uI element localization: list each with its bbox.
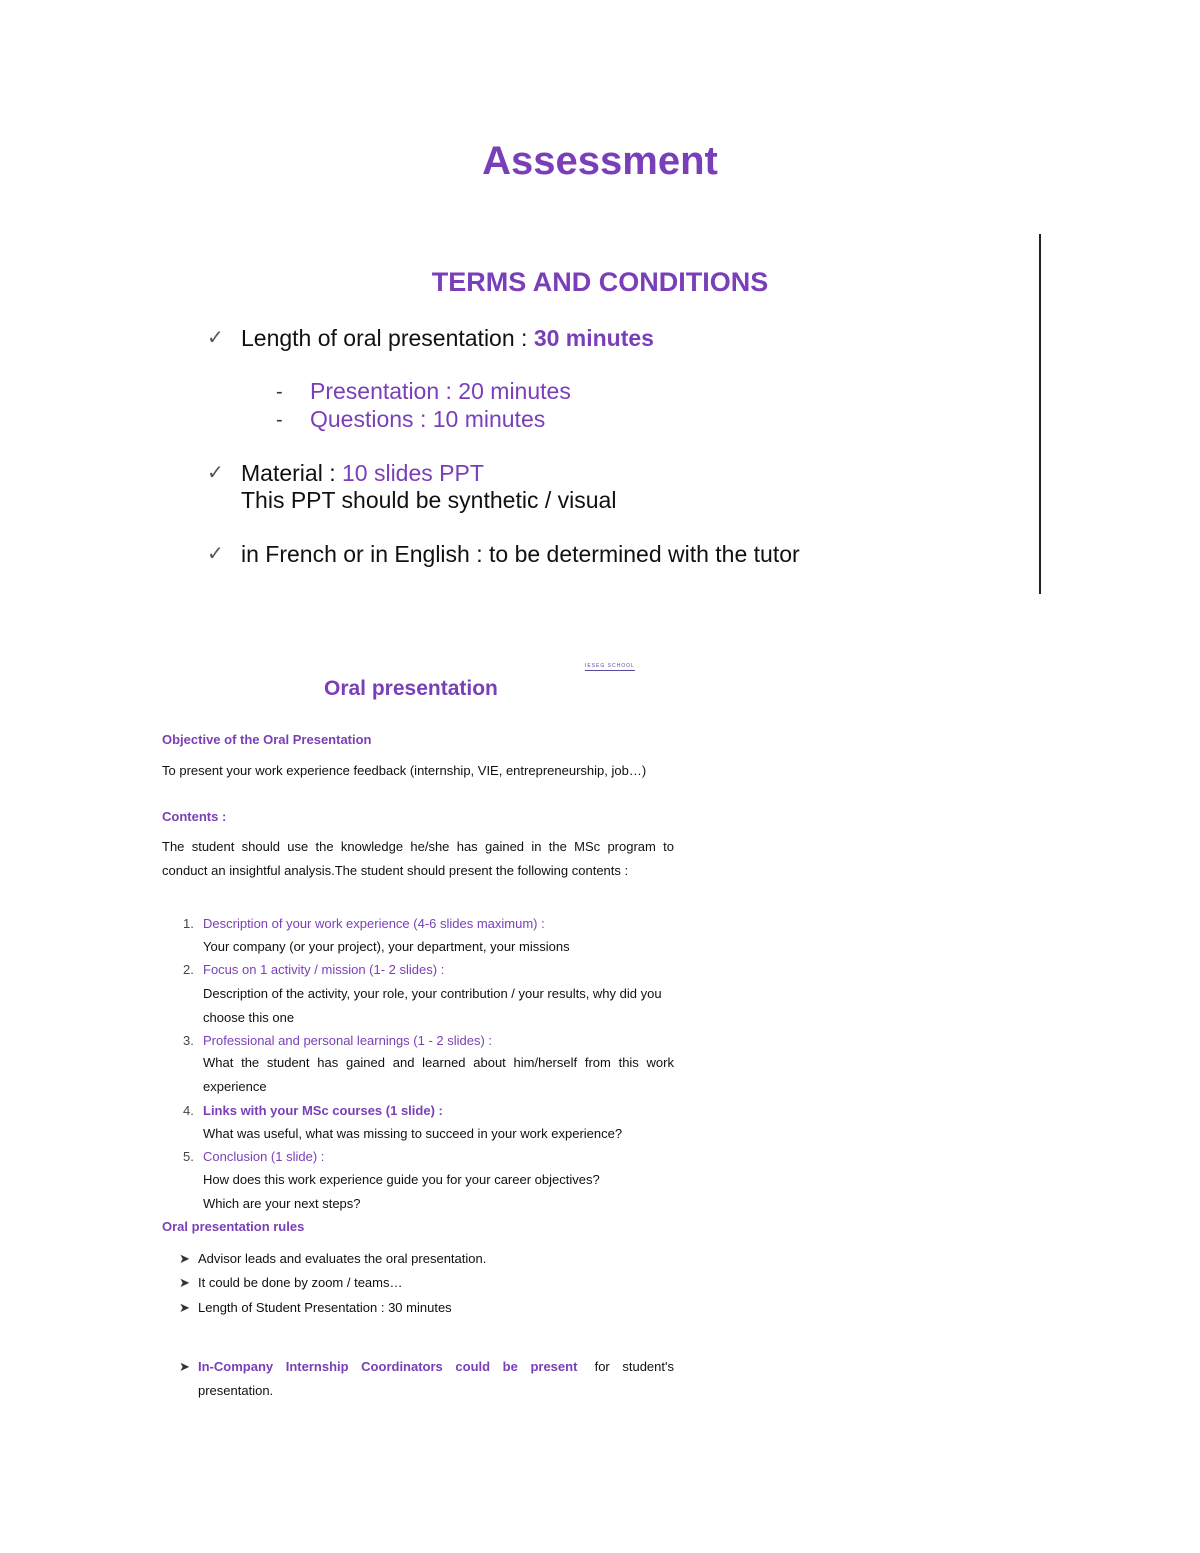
rule-item: Length of Student Presentation : 30 minutes: [198, 1300, 452, 1315]
language-item: in French or in English : to be determined with the tutor: [241, 541, 800, 567]
contents-heading: Contents :: [162, 809, 227, 824]
item-line: experience: [203, 1079, 267, 1094]
item-heading: Links with your MSc courses (1 slide) :: [203, 1103, 443, 1118]
checkmark-icon: ✓: [207, 462, 224, 484]
objective-heading: Objective of the Oral Presentation: [162, 732, 372, 747]
sub-item-presentation: Presentation : 20 minutes: [310, 378, 571, 404]
item-number: 4.: [183, 1103, 194, 1118]
arrow-bullet-icon: ➤: [179, 1300, 190, 1315]
item-line: Description of the activity, your role, your contribution / your results, why did you: [203, 986, 662, 1001]
material-note: This PPT should be synthetic / visual: [241, 487, 617, 513]
coordinator-line: [198, 1358, 674, 1376]
dash-bullet: -: [276, 409, 283, 431]
item-line: Your company (or your project), your department, your missions: [203, 939, 570, 954]
item-line: How does this work experience guide you for your career objectives?: [203, 1172, 600, 1187]
item-line: Which are your next steps?: [203, 1196, 361, 1211]
item-line: choose this one: [203, 1010, 295, 1025]
coordinator-line-2: presentation.: [198, 1383, 274, 1398]
item-heading: Professional and personal learnings (1 - 2 slides) :: [203, 1033, 493, 1048]
arrow-bullet-icon: ➤: [179, 1251, 190, 1266]
material-label: Material :: [241, 460, 342, 486]
arrow-bullet-icon: ➤: [179, 1275, 190, 1290]
item-number: 2.: [183, 962, 194, 977]
coordinator-bold: In-Company Internship Coordinators could be present: [198, 1359, 578, 1374]
item-number: 1.: [183, 916, 194, 931]
dash-bullet: -: [276, 381, 283, 403]
item-number: 5.: [183, 1149, 194, 1164]
checkmark-icon: ✓: [207, 543, 224, 565]
item-line: What was useful, what was missing to succeed in your work experience?: [203, 1126, 623, 1141]
contents-line-2: conduct an insightful analysis.The student should present the following contents :: [162, 863, 629, 878]
page-title: Assessment: [482, 139, 718, 183]
objective-text: To present your work experience feedback (internship, VIE, entrepreneurship, job…): [162, 763, 647, 778]
rules-heading: Oral presentation rules: [162, 1219, 305, 1234]
length-label: Length of oral presentation :: [241, 325, 534, 351]
item-heading: Description of your work experience (4-6 slides maximum) :: [203, 916, 545, 931]
rule-item: Advisor leads and evaluates the oral presentation.: [198, 1251, 487, 1266]
item-heading: Focus on 1 activity / mission (1- 2 slides) :: [203, 962, 445, 977]
material-value: 10 slides PPT: [341, 460, 484, 486]
school-logo: IESEG SCHOOL: [585, 663, 635, 669]
arrow-bullet-icon: ➤: [179, 1359, 190, 1374]
checkmark-icon: ✓: [207, 327, 224, 349]
material-item: [241, 459, 484, 487]
sub-item-questions: Questions : 10 minutes: [310, 406, 546, 432]
item-line: What the student has gained and learned about him/herself from this work: [203, 1055, 674, 1070]
contents-line-1: The student should use the knowledge he/she has gained in the MSc program to: [162, 839, 674, 854]
length-value: 30 minutes: [533, 325, 654, 351]
oral-presentation-title: Oral presentation: [324, 677, 498, 700]
item-heading: Conclusion (1 slide) :: [203, 1149, 325, 1164]
length-item: [241, 324, 654, 352]
rule-item: It could be done by zoom / teams…: [198, 1275, 403, 1290]
coordinator-rest: for student's: [594, 1359, 674, 1374]
item-number: 3.: [183, 1033, 194, 1048]
section-subtitle: TERMS AND CONDITIONS: [431, 267, 769, 297]
